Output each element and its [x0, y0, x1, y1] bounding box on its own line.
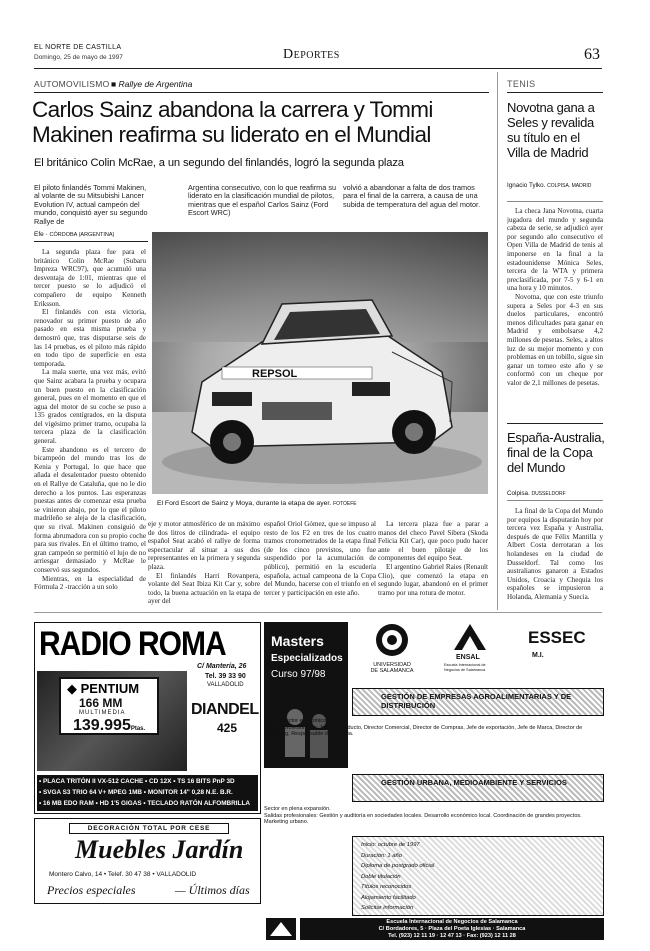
story-col-4 [378, 520, 488, 608]
price-label: 139.995Ptas. [73, 717, 146, 734]
program-2-title: GESTIÓN URBANA, MEDIOAMBIENTE Y SERVICIOS [352, 774, 604, 802]
sidebar-section: TENIS [507, 79, 536, 89]
sidebar-divider [497, 72, 498, 610]
masters-footer [300, 918, 604, 940]
spec-line: • SVGA S3 TRIO 64 V+ MPEG 1MB • MONITOR 14" 0,28 N.E. B.R. [39, 789, 233, 796]
essec-name: ESSEC [528, 628, 586, 647]
kicker-rule [34, 92, 489, 93]
sidebar-byline-1: Ignacio Tylko. COLPISA. MADRID [507, 182, 592, 189]
headline-line-1: Carlos Sainz abandona la carrera y Tommi [32, 97, 433, 122]
caption-credit: FOTOEFE [333, 501, 357, 507]
furniture-address: Montero Calvo, 14 • Telef. 30 47 38 • VALLADOLID [49, 871, 197, 878]
sidebar-rule [507, 92, 603, 93]
masters-course: Curso 97/98 [271, 669, 326, 680]
headline-line-2: Makinen reafirma su liderato en el Mundial [32, 122, 431, 147]
ensal-footer-logo-icon [266, 918, 296, 940]
program-1-title: GESTIÓN DE EMPRESAS AGROALIMENTARIAS Y DE DISTRIBUCIÓN [352, 688, 604, 716]
radio-city: VALLADOLID [207, 682, 244, 688]
radio-roma-ad [34, 622, 261, 814]
story-col-3 [264, 520, 376, 608]
paragraph: La final de la Copa del Mundo por equipos la disputarán hoy por tercera vez España y Australia, después de que Félix Mantilla y Albert Costa derrotaran a los holandeses en la ciudad de Dusseldorf. Tal como los australianos ganaron a Estados Unidos, Croacia y Chequia los españoles se impusieron a Holanda, Alemania y Suecia. [507, 507, 603, 601]
byline-agency: Efe [34, 231, 44, 238]
bullet-item: Inicio: octubre de 1997 [361, 842, 420, 848]
masters-subtitle: Especializados [271, 653, 343, 664]
radio-roma-name: RADIO ROMA [39, 625, 226, 663]
paragraph: eje y motor atmosférico de un máximo de dos litros de cilindrada- el equipo español Seat acabó el rallye de forma espectacular al situar a sus dos representantes en la primera y segunda plaza. [148, 520, 260, 571]
byline-place: CÓRDOBA (ARGENTINA) [49, 232, 115, 238]
sidebar-byline-rule [507, 201, 603, 202]
bullet-item: Solicitar información [361, 905, 414, 911]
section-title: Deportes [283, 47, 340, 62]
furniture-tag-1: Precios especiales [47, 883, 136, 897]
paragraph: español Oriol Gómez, que se impuso al resto de los F2 en tres de los cuatro tramos cronometrados de la etapa final (de los cinco previstos, uno fue suspendido por la acumulación de público), permitió en la escudería española, actual campeona de la Copa del Mundo, hacerse con el triunfo en el tercer y participación en este año. [264, 520, 376, 597]
computer-image [37, 671, 187, 771]
sidebar-headline-1: Novotna gana a Seles y revalida su título en el Villa de Madrid [507, 100, 595, 160]
lede-col-2: Argentina consecutivo, con lo que reafirma su liderato en la clasificación mundial de pilotos, mientras que el español Carlos Sainz (Ford Escort WRC) [188, 183, 337, 218]
paragraph: La segunda plaza fue para el británico Colin McRae (Subaru Impreza WRC97), que acumuló una desventaja de 1:01, mientras que el tercer puesto se lo adjudicó el compañero de equipo Kenneth Eriksson. [34, 248, 146, 308]
masters-title: Masters [271, 633, 324, 649]
byline: Efe · CÓRDOBA (ARGENTINA) [34, 231, 115, 238]
program-1-line: Para el sector económico mundial. [264, 718, 349, 724]
bullet-item: Doble titulación [361, 873, 401, 880]
issue-date: Domingo, 25 de mayo de 1997 [34, 54, 123, 61]
program-2-desc [264, 806, 604, 826]
radio-address: C/ Mantería, 26 [197, 663, 247, 670]
spec-line: • 16 MB EDO RAM • HD 1'5 GIGAS • TECLADO RATÓN ALFOMBRILLA [39, 800, 250, 807]
bullet-item: Diploma de postgrado oficial [361, 863, 435, 869]
photo-caption [157, 500, 357, 507]
sidebar-body-1 [507, 207, 603, 415]
cpu-label: ◆ PENTIUM [67, 681, 140, 696]
rally-car-illustration [152, 232, 488, 494]
diandel-price: 425 [217, 721, 238, 735]
spec-line: • PLACA TRITÓN II VX-512 CACHE • CD 12X • TS 16 BITS PnP 3D [39, 778, 235, 785]
footer-line: Tel. (923) 12 11 19 · 12 47 13 · Fax: (923) 12 11 28 [388, 932, 516, 939]
ensal-sub: Escuela Internacional de Negocios de Salamanca [444, 663, 486, 672]
lede-col-1: El piloto finlandés Tommi Makinen, al volante de su Mitsubishi Lancer Evolution IV, actual campeón del mundo, conquistó ayer su segundo Rallye de [34, 183, 148, 226]
program-2-line: Salidas profesionales: Gestión y auditoría en sociedades locales. Desarrollo económico local. Coordinación de grandes proyectos. Marketing urbano. [264, 812, 582, 826]
masthead-rule [34, 68, 602, 69]
caption-text: El Ford Escort de Sainz y Moya, durante la etapa de ayer. [157, 500, 332, 507]
paragraph: La tercera plaza fue a parar a manos del checo Pavel Sibera (Skoda Felicia Kit Car), que poco pudo hacer ante el buen pilotaje de los componentes del equipo Seat. [378, 520, 488, 563]
mhz-label: 166 MM [79, 696, 123, 710]
kicker-topic: ■ Rallye de Argentina [111, 79, 193, 89]
diandel-brand: DIANDEL [191, 701, 259, 718]
program-1-desc [264, 718, 604, 738]
sidebar-byline-2: Colpisa. DUSSELDORF [507, 490, 566, 497]
masters-logos [352, 622, 604, 682]
sidebar-byline-rule-2 [507, 500, 603, 501]
paper-name: EL NORTE DE CASTILLA [34, 44, 122, 51]
paragraph: La mala suerte, una vez más, evitó que Sainz acabara la prueba y ocupara un buen puesto en la clasificación general, pues en el momento en que el agua del motor de su coche se puso a 135 grados centígrados, en la disputa del vigésimo primer tramo, ocupaba la tercera plaza de la clasificación general. [34, 368, 146, 446]
subheadline: El británico Colin McRae, a un segundo del finlandés, logró la segunda plaza [34, 157, 404, 169]
main-headline [32, 97, 433, 147]
ensal-name: ENSAL [456, 654, 480, 661]
program-bullets [352, 836, 604, 916]
sidebar-story-divider [507, 423, 603, 424]
kicker-section: AUTOMOVILISMO [34, 79, 110, 89]
story-col-1 [34, 248, 146, 603]
sidebar-headline-2: España-Australia, final de la Copa del Mundo [507, 430, 605, 475]
page-number: 63 [584, 46, 600, 63]
paragraph: El finlandés con esta victoria, renovador su primer puesto de año pasado en esta misma prueba y demostró que, tras disputarse seis de las 14 pruebas, es el piloto más rápido en todo tipo de superficie en esta temporada. [34, 308, 146, 368]
radio-phone: Tel. 39 33 90 [205, 673, 246, 680]
rally-photo [152, 232, 488, 494]
program-1-line: Salidas profesionales: Jefe de Producto, Director Comercial, Director de Compras, Jefe de exportación, Jefe de Marca, Director de Marketing, Responsable de agencia. [264, 724, 583, 738]
bullet-item: Títulos reconocidos [361, 884, 412, 890]
byline-rule [34, 241, 148, 242]
lede-col-3: volvió a abandonar a falta de dos tramos para el final de la carrera, a causa de una subida de temperatura del agua del motor. [343, 183, 481, 209]
byline-place: COLPISA. MADRID [547, 183, 592, 189]
sidebar-body-2 [507, 507, 603, 607]
footer-line: Escuela Internacional de Negocios de Salamanca [386, 919, 518, 925]
muebles-jardin-ad [34, 818, 261, 904]
byline-agency: Colpisa [507, 490, 528, 497]
paragraph: La checa Jana Novotna, cuarta jugadora del mundo y segunda cabeza de serie, se adjudicó ayer por segundo año consecutivo el Open Villa de Madrid de tenis al imponerse en la final a la estadounidense Mónica Seles, tercera de la WTA y primera preclasificada, por 7-5 y 6-1 en una hora y 10 minutos. [507, 207, 603, 293]
program-2-line: Sector en plena expansión. [264, 806, 331, 812]
furniture-name: Muebles Jardín [75, 835, 244, 864]
university-seal-icon [374, 622, 410, 658]
paragraph: Novotna, que con este triunfo supera a Seles por 4-3 en sus duelos particulares, encontró menos dificultades para ganar en Madrid y embolsarse 4,2 millones de pesetas. Seles, a altos luz de su mejor momento y con problemas en un tobillo, sigue sin ganar un torneo este año y se conformó con un cheque por valor de 2,1 millones de pesetas. [507, 292, 603, 387]
ensal-logo-icon [452, 622, 488, 652]
monitor-screen [59, 677, 159, 735]
byline-place: DUSSELDORF [531, 491, 566, 497]
paragraph: Este abandono es el tercero de bicampeón del mundo tras los de Kenia y Portugal, lo que hace que añada el desalentador puesto obtenido en el Rallye de Cataluña, que no le dio derecho a los puntos. Las esperanzas puestas antes de comenzar esta prueba se vinieron abajo, por lo que el piloto madrileño se aleja de la clasificación, que su rival. Makinen consiguió de forma abrumadora con su propio coche para sus rivales. En el último tramo, el gran campeón se permitió el lujo de no arriesgar demasiado y McRae le conservó sus segundos. [34, 445, 146, 574]
story-col-2 [148, 520, 260, 608]
masters-ad-title-box [264, 622, 348, 768]
furniture-banner: DECORACIÓN TOTAL POR CESE [69, 823, 229, 834]
paragraph: El argentino Gabriel Raies (Renault Clio), que comenzó la etapa en segundo lugar, abandonó en el primer tramo por una rotura de motor. [378, 562, 488, 597]
multimedia-label: MULTIMEDIA [79, 710, 126, 716]
essec-sub: M.I. [532, 652, 544, 659]
paragraph: Mientras, en la especialidad de Fórmula 2 -tracción a un solo [34, 574, 146, 592]
furniture-tag-2: — Últimos días [175, 883, 250, 897]
ads-separator [34, 612, 602, 613]
specs-banner [37, 775, 258, 811]
car-sponsor-text: REPSOL [252, 368, 298, 380]
byline-author: Ignacio Tylko [507, 182, 544, 189]
footer-line: C/ Bordadores, 5 · Plaza del Poeta Iglesias · Salamanca [378, 925, 526, 932]
university-name: UNIVERSIDAD DE SALAMANCA [370, 662, 414, 674]
paragraph: El finlandés Harri Rovanpera, volante del Seat Ibiza Kit Car y, sobre todo, la buena actuación en la etapa de ayer del [148, 571, 260, 606]
bullet-item: Alojamiento facilitado [361, 894, 416, 901]
bullet-item: Duración: 1 año [361, 852, 402, 859]
